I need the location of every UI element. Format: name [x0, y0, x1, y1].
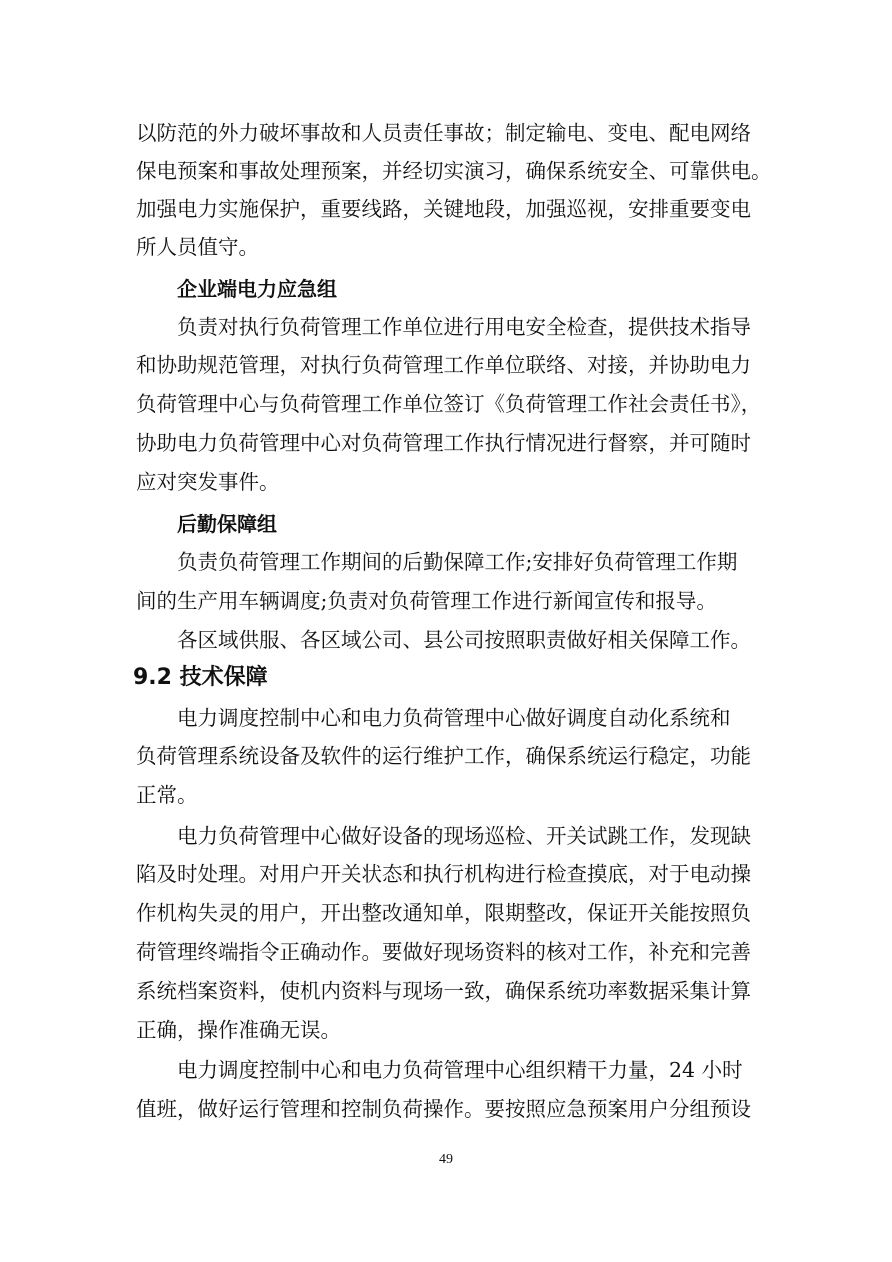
- text-line: 系统档案资料，使机内资料与现场一致，确保系统功率数据采集计算: [136, 979, 751, 1003]
- text-line: 荷管理终端指令正确动作。要做好现场资料的核对工作，补充和完善: [136, 940, 751, 964]
- text-line: 负责对执行负荷管理工作单位进行用电安全检查，提供技术指导: [177, 315, 751, 339]
- text-line: 电力调度控制中心和电力负荷管理中心组织精干力量，24 小时: [177, 1058, 743, 1082]
- text-line: 加强电力实施保护，重要线路，关键地段，加强巡视，安排重要变电: [136, 197, 751, 221]
- text-line: 应对突发事件。: [136, 470, 280, 494]
- text-line: 作机构失灵的用户，开出整改通知单，限期整改，保证开关能按照负: [136, 901, 751, 925]
- section-heading-logistics: 后勤保障组: [177, 512, 277, 536]
- text-line: 正常。: [136, 783, 198, 807]
- text-line: 各区域供服、各区域公司、县公司按照职责做好相关保障工作。: [177, 628, 751, 652]
- text-line: 正确，操作准确无误。: [136, 1018, 341, 1042]
- text-line: 保电预案和事故处理预案，并经切实演习，确保系统安全、可靠供电。: [136, 159, 772, 183]
- text-line: 间的生产用车辆调度;负责对负荷管理工作进行新闻宣传和报导。: [136, 589, 717, 613]
- text-line: 负荷管理中心与负荷管理工作单位签订《负荷管理工作社会责任书》，: [136, 392, 762, 416]
- text-line: 陷及时处理。对用户开关状态和执行机构进行检查摸底，对于电动操: [136, 862, 751, 886]
- text-line: 协助电力负荷管理中心对负荷管理工作执行情况进行督察，并可随时: [136, 431, 751, 455]
- text-line: 和协助规范管理，对执行负荷管理工作单位联络、对接，并协助电力: [136, 353, 751, 377]
- text-line: 值班，做好运行管理和控制负荷操作。要按照应急预案用户分组预设: [136, 1097, 751, 1121]
- text-line: 负荷管理系统设备及软件的运行维护工作，确保系统运行稳定，功能: [136, 744, 751, 768]
- section-heading-9-2: 9.2 技术保障: [133, 665, 268, 690]
- page-number: 49: [439, 1152, 453, 1167]
- text-line: 负责负荷管理工作期间的后勤保障工作;安排好负荷管理工作期: [177, 550, 738, 574]
- text-line: 电力调度控制中心和电力负荷管理中心做好调度自动化系统和: [177, 706, 731, 730]
- section-heading-enterprise-emergency: 企业端电力应急组: [177, 277, 337, 301]
- text-line: 电力负荷管理中心做好设备的现场巡检、开关试跳工作，发现缺: [177, 824, 751, 848]
- text-line: 以防范的外力破坏事故和人员责任事故；制定输电、变电、配电网络: [136, 121, 751, 145]
- text-line: 所人员值守。: [136, 235, 259, 259]
